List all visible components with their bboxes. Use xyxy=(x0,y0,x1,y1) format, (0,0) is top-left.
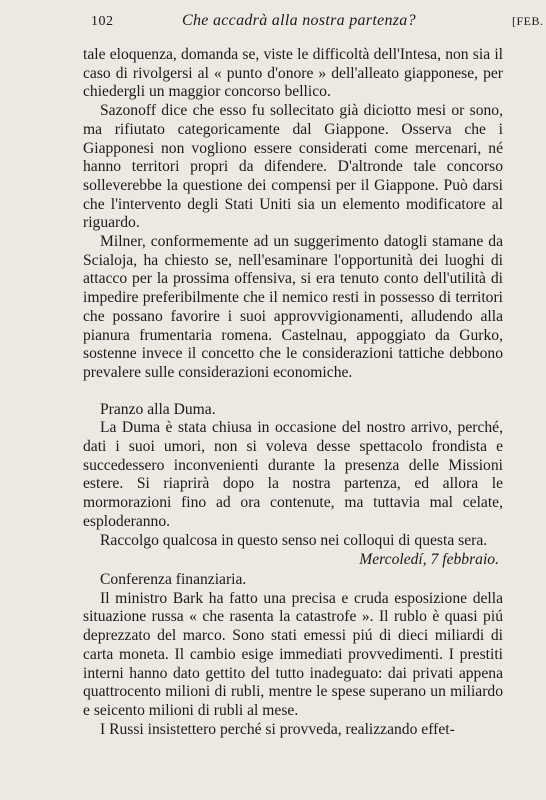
paragraph: Milner, conformemente ad un suggerimento datogli stamane da Scialoja, ha chiesto se, nell'esaminare l'opportunità dei luoghi di attacco per la prossima offensiva, si era tenuto conto dell'utilità di impedire preferibilmente che il nemico resti in possesso di territori che possano favorire i suoi approvvigionamenti, alludendo alla pianura frumentaria romena. Castelnau, appoggiato da Gurko, sostenne invece il concetto che le considerazioni tattiche debbono prevalere sulle considerazioni economiche. xyxy=(83,233,503,381)
page-header xyxy=(0,12,546,32)
margin-marker: [FEB. xyxy=(512,14,544,28)
dateline: Mercoledí, 7 febbraio. xyxy=(359,551,499,569)
paragraph: Pranzo alla Duma. xyxy=(100,400,216,418)
page-number: 102 xyxy=(91,14,114,29)
page-body xyxy=(83,46,503,739)
paragraph: Il ministro Bark ha fatto una precisa e cruda esposizione della situazione russa « che rasenta la catastrofe ». Il rublo è quasi piú deprezzato del marco. Sono stati emessi piú di dieci miliardi di carta moneta. Il cambio esige immediati provvedimenti. I prestiti interni hanno dato gettito del tutto inadeguato: dai privati appena quattrocento milioni di rubli, mentre le spese superano un miliardo e seicento milioni di rubli al mese. xyxy=(83,589,503,719)
paragraph: Raccolgo qualcosa in questo senso nei colloqui di questa sera. xyxy=(100,531,488,549)
paragraph: tale eloquenza, domanda se, viste le difficoltà dell'Intesa, non sia il caso di rivolgersi al « punto d'onore » dell'alleato giapponese, per chiedergli un maggior concorso bellico. xyxy=(83,46,503,101)
paragraph: Conferenza finanziaria. xyxy=(100,570,247,588)
paragraph: I Russi insistettero perché si provveda, realizzando effet- xyxy=(100,720,455,738)
paragraph: La Duma è stata chiusa in occasione del nostro arrivo, perché, dati i suoi umori, non si voleva desse spettacolo frondista e succedessero inconvenienti durante la presenza delle Missioni estere. Si riaprirà dopo la nostra partenza, ed allora le mormorazioni fino ad ora contenute, ma tuttavia mal celate, esploderanno. xyxy=(83,419,503,530)
paragraph: Sazonoff dice che esso fu sollecitato già diciotto mesi or sono, ma rifiutato categoricamente dal Giappone. Osserva che i Giapponesi non vogliono essere considerati come mercenari, né hanno territori propri da difendere. D'altronde tale concorso solleverebbe la questione dei compensi per il Giappone. Può darsi che l'intervento degli Stati Uniti sia un elemento modificatore al riguardo. xyxy=(83,102,503,232)
running-title: Che accadrà alla nostra partenza? xyxy=(182,12,416,29)
